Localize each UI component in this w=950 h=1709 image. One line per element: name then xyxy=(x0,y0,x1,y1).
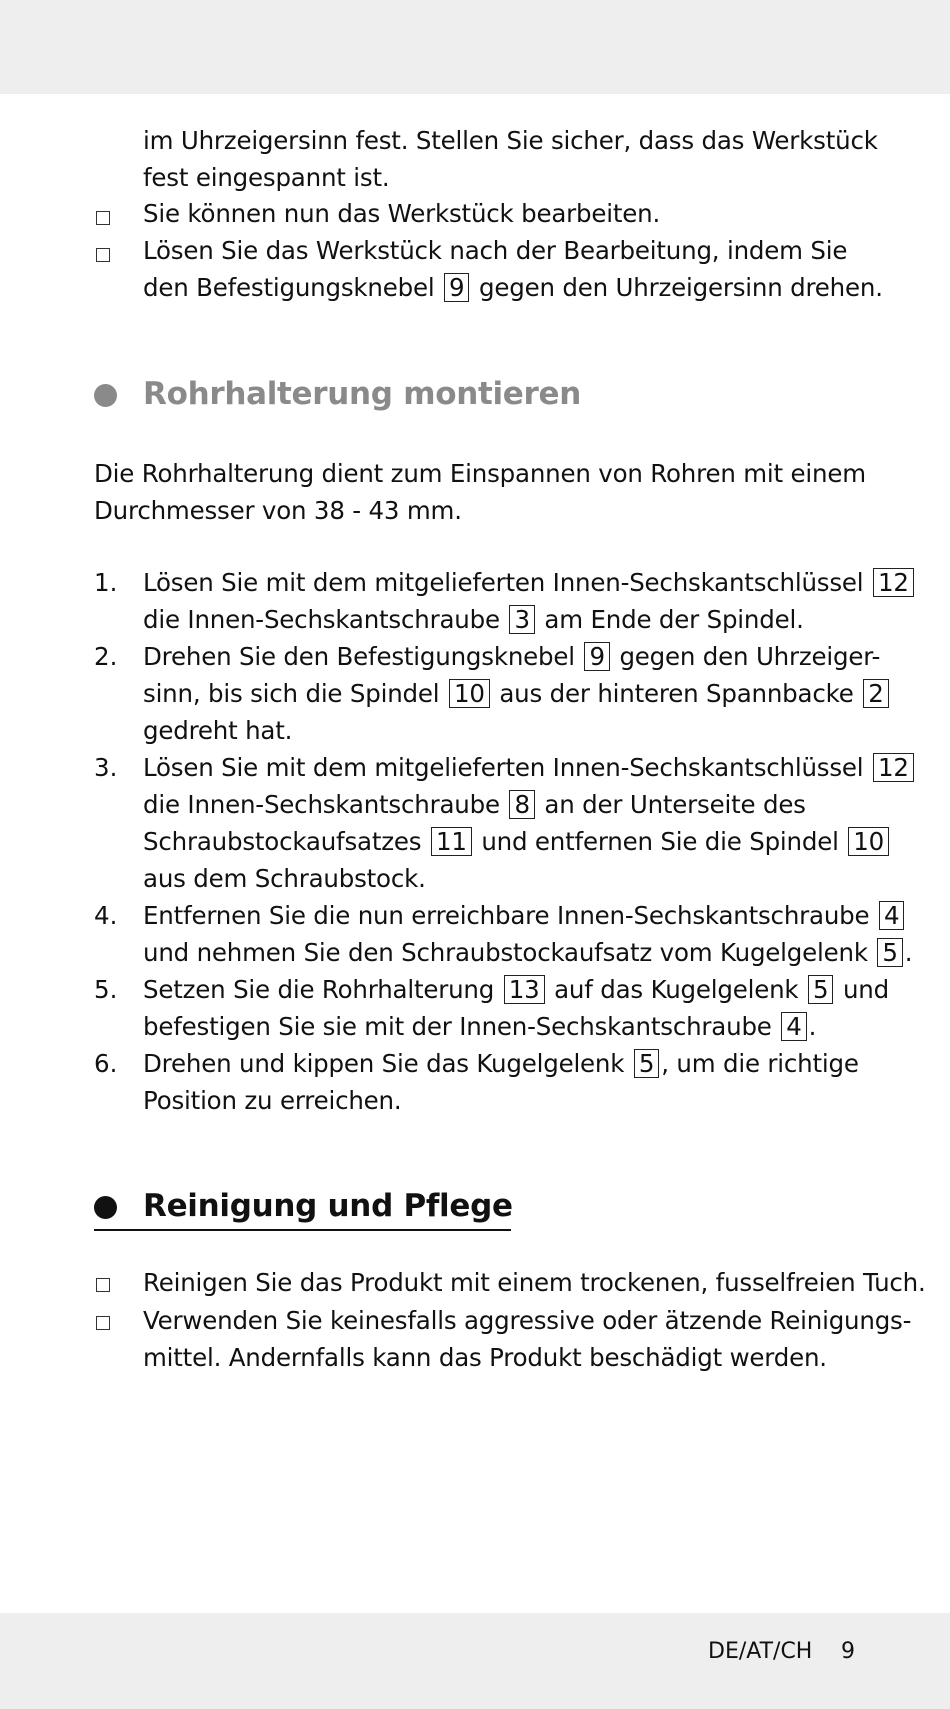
text-run: und xyxy=(842,975,889,1004)
step-text xyxy=(143,675,891,712)
text-run: den Befestigungsknebel xyxy=(143,273,435,302)
text-run: gegen den Uhrzeigersinn drehen. xyxy=(479,273,883,302)
bullet-text xyxy=(143,269,883,306)
continued-text-line: fest eingespannt ist. xyxy=(143,163,390,192)
text-run: die Innen-Sechskantschraube xyxy=(143,605,500,634)
step-text: Position zu erreichen. xyxy=(143,1086,402,1115)
text-run: . xyxy=(904,938,913,967)
part-reference: 13 xyxy=(504,975,545,1004)
text-run: Lösen Sie mit dem mitgelieferten Innen-Sechskantschlüssel xyxy=(143,753,864,782)
bullet-text: Lösen Sie das Werkstück nach der Bearbeitung, indem Sie xyxy=(143,236,848,265)
step-number: 2. xyxy=(94,642,118,671)
intro-text: Die Rohrhalterung dient zum Einspannen von Rohren mit einem xyxy=(94,459,866,488)
step-number: 5. xyxy=(94,975,118,1004)
step-text xyxy=(143,1045,859,1082)
text-run: befestigen Sie sie mit der Innen-Sechskantschraube xyxy=(143,1012,772,1041)
part-reference: 12 xyxy=(873,568,914,597)
step-text xyxy=(143,638,880,675)
part-reference: 9 xyxy=(444,273,469,302)
part-reference: 5 xyxy=(808,975,833,1004)
step-text xyxy=(143,823,891,860)
section-heading: Reinigung und Pflege xyxy=(143,1188,513,1224)
section-bullet-icon xyxy=(94,384,117,407)
text-run: sinn, bis sich die Spindel xyxy=(143,679,440,708)
bullet-text: Sie können nun das Werkstück bearbeiten. xyxy=(143,199,661,228)
text-run: und nehmen Sie den Schraubstockaufsatz vom Kugelgelenk xyxy=(143,938,868,967)
step-text: aus dem Schraubstock. xyxy=(143,864,426,893)
part-reference: 9 xyxy=(584,642,609,671)
intro-text: Durchmesser von 38 - 43 mm. xyxy=(94,496,462,525)
step-number: 4. xyxy=(94,901,118,930)
section-bullet-icon xyxy=(94,1196,117,1219)
checkbox-bullet-icon xyxy=(96,1316,110,1330)
step-text xyxy=(143,601,804,638)
text-run: , um die richtige xyxy=(661,1049,859,1078)
text-run: Drehen Sie den Befestigungsknebel xyxy=(143,642,575,671)
text-run: Setzen Sie die Rohrhalterung xyxy=(143,975,495,1004)
text-run: die Innen-Sechskantschraube xyxy=(143,790,500,819)
text-run: Drehen und kippen Sie das Kugelgelenk xyxy=(143,1049,625,1078)
step-text xyxy=(143,971,889,1008)
part-reference: 5 xyxy=(877,938,902,967)
text-run: Lösen Sie mit dem mitgelieferten Innen-Sechskantschlüssel xyxy=(143,568,864,597)
text-run: und entfernen Sie die Spindel xyxy=(481,827,839,856)
bullet-text: mittel. Andernfalls kann das Produkt beschädigt werden. xyxy=(143,1343,827,1372)
part-reference: 8 xyxy=(509,790,534,819)
step-text xyxy=(143,786,806,823)
step-number: 6. xyxy=(94,1049,118,1078)
part-reference: 12 xyxy=(873,753,914,782)
top-margin-band xyxy=(0,0,950,94)
part-reference: 10 xyxy=(449,679,490,708)
text-run: Schraubstockaufsatzes xyxy=(143,827,422,856)
checkbox-bullet-icon xyxy=(96,1278,110,1292)
bullet-text: Reinigen Sie das Produkt mit einem trockenen, fusselfreien Tuch. xyxy=(143,1268,926,1297)
checkbox-bullet-icon xyxy=(96,248,110,262)
step-text xyxy=(143,934,912,971)
checkbox-bullet-icon xyxy=(96,211,110,225)
text-run: auf das Kugelgelenk xyxy=(554,975,799,1004)
part-reference: 11 xyxy=(431,827,472,856)
heading-underline xyxy=(94,1229,511,1231)
step-text xyxy=(143,564,916,601)
part-reference: 10 xyxy=(848,827,889,856)
text-run: Entfernen Sie die nun erreichbare Innen-Sechskantschraube xyxy=(143,901,870,930)
step-text: gedreht hat. xyxy=(143,716,293,745)
page-number: 9 xyxy=(841,1639,855,1664)
text-run: . xyxy=(808,1012,817,1041)
step-text xyxy=(143,1008,816,1045)
part-reference: 4 xyxy=(879,901,904,930)
step-text xyxy=(143,749,916,786)
step-number: 3. xyxy=(94,753,118,782)
part-reference: 4 xyxy=(781,1012,806,1041)
bullet-text: Verwenden Sie keinesfalls aggressive oder ätzende Reinigungs- xyxy=(143,1306,912,1335)
section-heading: Rohrhalterung montieren xyxy=(143,376,582,412)
text-run: aus der hinteren Spannbacke xyxy=(499,679,854,708)
footer-region: DE/AT/CH xyxy=(708,1639,813,1664)
part-reference: 2 xyxy=(863,679,888,708)
text-run: am Ende der Spindel. xyxy=(544,605,804,634)
text-run: an der Unterseite des xyxy=(544,790,806,819)
part-reference: 3 xyxy=(509,605,534,634)
step-text xyxy=(143,897,906,934)
text-run: gegen den Uhrzeiger- xyxy=(619,642,881,671)
step-number: 1. xyxy=(94,568,118,597)
part-reference: 5 xyxy=(634,1049,659,1078)
continued-text-line: im Uhrzeigersinn fest. Stellen Sie sicher, dass das Werkstück xyxy=(143,126,878,155)
